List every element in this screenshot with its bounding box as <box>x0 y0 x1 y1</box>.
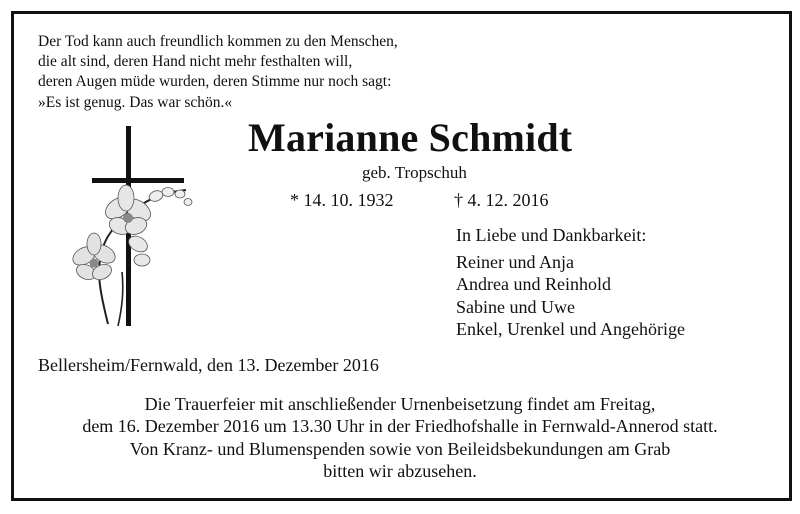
service-line: Von Kranz- und Blumenspenden sowie von Beileidsbekundungen am Grab <box>129 438 671 459</box>
mourner-name: Sabine und Uwe <box>456 296 575 317</box>
mourners-intro: In Liebe und Dankbarkeit: <box>456 225 647 245</box>
poem-line: deren Augen müde wurden, deren Stimme nur noch sagt: <box>38 73 392 91</box>
place-date: Bellersheim/Fernwald, den 13. Dezember 2016 <box>38 355 379 375</box>
mourners-list <box>456 224 685 341</box>
mourner-name: Reiner und Anja <box>456 251 574 272</box>
poem-line: »Es ist genug. Das war schön.« <box>38 93 233 111</box>
service-line: dem 16. Dezember 2016 um 13.30 Uhr in der Friedhofshalle in Fernwald-Annerod statt. <box>82 416 718 437</box>
poem-line: Der Tod kann auch freundlich kommen zu den Menschen, <box>38 33 398 50</box>
deceased-name: Marianne Schmidt <box>248 115 573 160</box>
birth-date: * 14. 10. 1932 <box>290 190 394 210</box>
service-line: Die Trauerfeier mit anschließender Urnenbeisetzung findet am Freitag, <box>144 394 656 414</box>
cross-with-orchid-icon <box>60 122 200 332</box>
poem <box>38 32 398 113</box>
death-date: † 4. 12. 2016 <box>454 190 549 210</box>
mourner-name: Andrea und Reinhold <box>456 274 611 294</box>
mourner-name: Enkel, Urenkel und Angehörige <box>456 319 685 339</box>
poem-line: die alt sind, deren Hand nicht mehr festhalten will, <box>38 53 353 71</box>
birth-name: geb. Tropschuh <box>362 163 467 182</box>
service-notice <box>0 393 800 483</box>
service-line: bitten wir abzusehen. <box>323 461 477 482</box>
